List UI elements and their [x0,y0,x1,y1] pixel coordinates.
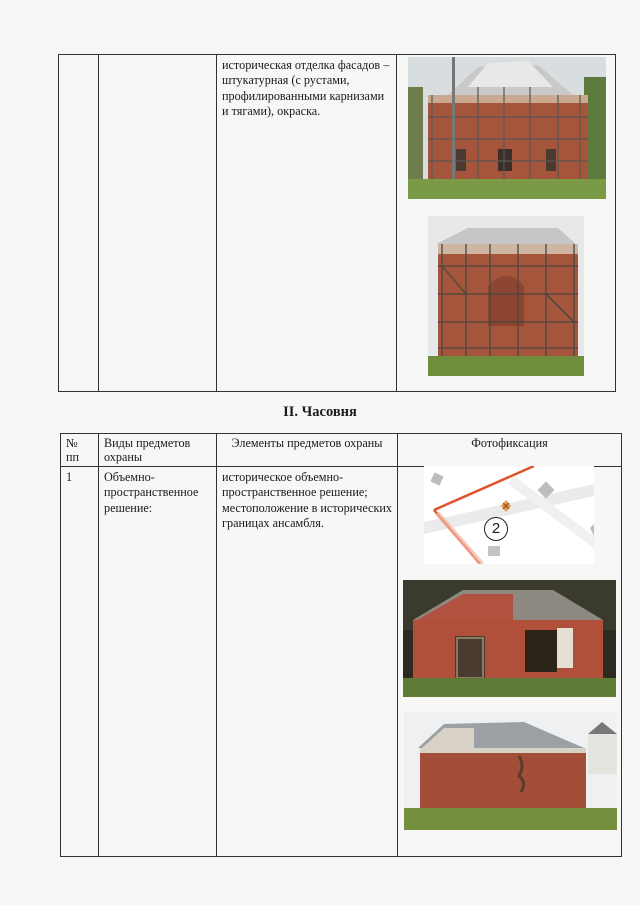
header-num: № пп [61,434,99,467]
chapel-photo-1 [403,580,616,697]
section-title: II. Часовня [283,404,357,420]
house-scaffolding-photo-1 [408,57,606,199]
type-cell: Объемно-пространственное решение: [99,467,217,857]
num-cell [59,55,99,392]
chapel-photo-2 [404,712,617,830]
table-header-row [61,434,622,467]
elements-cell [217,55,397,392]
header-elements: Элементы предметов охраны [217,434,398,467]
elements-cell: историческое объемно-пространственное решение; местоположение в исторических границах ансамбля. [217,467,398,857]
num-cell: 1 [61,467,99,857]
map-marker-label: 2 [484,517,508,541]
elements-text: историческая отделка фасадов – штукатурная (с рустами, профилированными карнизами и тягами), окраска. [222,58,390,119]
site-plan-map [424,466,594,564]
house-scaffolding-photo-2 [428,216,584,376]
type-cell [99,55,217,392]
header-types: Виды предметов охраны [99,434,217,467]
header-photos: Фотофиксация [398,434,622,467]
